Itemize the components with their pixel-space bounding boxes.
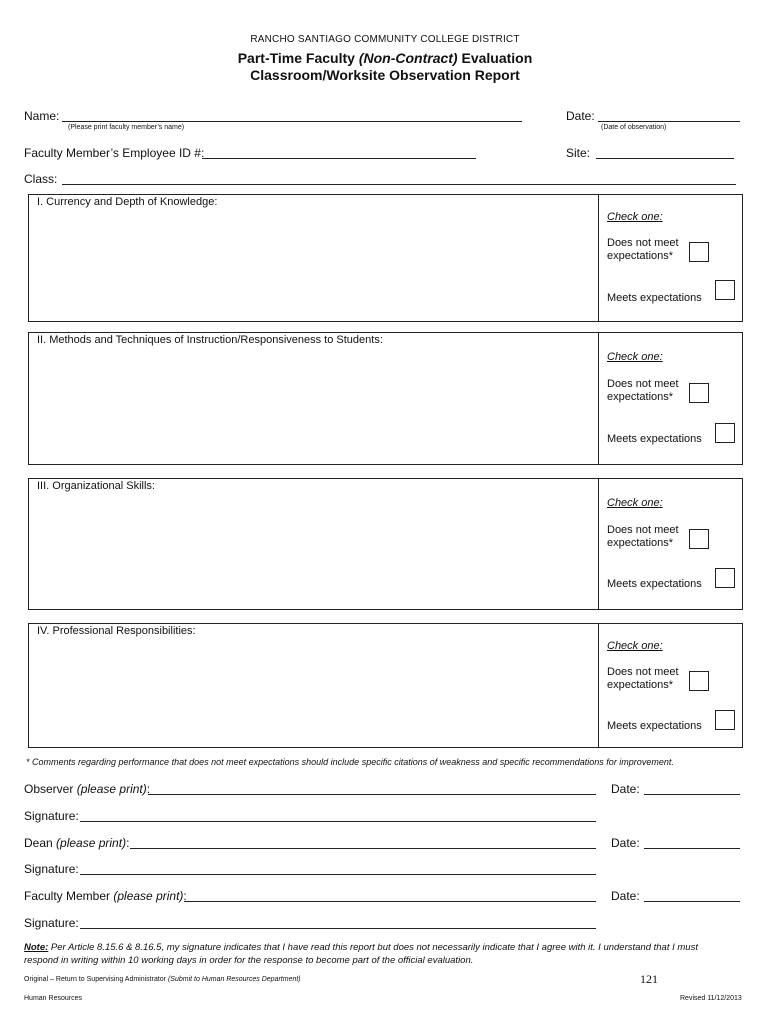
checkbox-meets[interactable] — [715, 568, 735, 588]
form-title: Part-Time Faculty (Non-Contract) Evaluation — [237, 50, 533, 66]
check-one-label: Check one: — [607, 497, 663, 509]
section-methods-instruction — [28, 332, 743, 465]
check-one-label: Check one: — [607, 351, 663, 363]
observer-signature-label: Signature: — [24, 809, 79, 823]
site-field[interactable] — [596, 158, 734, 159]
acknowledgement-note: Note: Per Article 8.15.6 & 8.16.5, my signature indicates that I have read this report but does not necessarily indicate that I agree with it. I understand that I must — [24, 942, 698, 953]
footer-hr: Human Resources — [24, 995, 82, 1002]
faculty-date-label: Date: — [611, 889, 640, 903]
section-currency-knowledge — [28, 194, 743, 322]
faculty-member-label: Faculty Member (please print): — [24, 889, 187, 903]
page-number: 121 — [640, 972, 658, 986]
option-not-meet-label: Does not meet expectations* — [607, 237, 679, 262]
option-not-meet-label: Does not meet expectations* — [607, 666, 679, 691]
name-hint: (Please print faculty member’s name) — [68, 124, 185, 131]
dean-date-label: Date: — [611, 836, 640, 850]
section-title: II. Methods and Techniques of Instruction/Responsiveness to Students: — [37, 334, 383, 346]
dean-field[interactable] — [130, 848, 596, 849]
section-divider — [598, 624, 599, 747]
section-title: I. Currency and Depth of Knowledge: — [37, 196, 218, 208]
class-label: Class: — [24, 172, 58, 186]
check-one-label: Check one: — [607, 211, 663, 223]
faculty-date-field[interactable] — [644, 901, 740, 902]
dean-signature-label: Signature: — [24, 862, 79, 876]
dean-date-field[interactable] — [644, 848, 740, 849]
option-not-meet-label: Does not meet expectations* — [607, 378, 679, 403]
form-subtitle: Classroom/Worksite Observation Report — [250, 67, 520, 83]
option-meets-label: Meets expectations — [607, 578, 702, 590]
faculty-signature-field[interactable] — [80, 928, 596, 929]
faculty-signature-label: Signature: — [24, 916, 79, 930]
option-not-meet-label: Does not meet expectations* — [607, 524, 679, 549]
option-meets-label: Meets expectations — [607, 720, 702, 732]
checkbox-meets[interactable] — [715, 423, 735, 443]
employee-id-label: Faculty Member’s Employee ID #: — [24, 146, 205, 160]
site-label: Site: — [566, 146, 591, 160]
checkbox-not-meet[interactable] — [689, 529, 709, 549]
observer-label: Observer (please print): — [24, 782, 151, 796]
checkbox-not-meet[interactable] — [689, 383, 709, 403]
check-one-label: Check one: — [607, 640, 663, 652]
observer-date-field[interactable] — [644, 794, 740, 795]
option-meets-label: Meets expectations — [607, 292, 702, 304]
section-organizational-skills — [28, 478, 743, 610]
checkbox-not-meet[interactable] — [689, 671, 709, 691]
faculty-member-field[interactable] — [184, 901, 596, 902]
section-divider — [598, 333, 599, 464]
section-title: IV. Professional Responsibilities: — [37, 625, 196, 637]
checkbox-not-meet[interactable] — [689, 242, 709, 262]
name-field[interactable] — [62, 121, 522, 122]
observer-signature-field[interactable] — [80, 821, 596, 822]
dean-signature-field[interactable] — [80, 874, 596, 875]
acknowledgement-note-cont: respond in writing within 10 working days in order for the response to become part of the official evaluation. — [24, 955, 474, 966]
employee-id-field[interactable] — [202, 158, 476, 159]
observer-field[interactable] — [148, 794, 596, 795]
checkbox-meets[interactable] — [715, 280, 735, 300]
checkbox-meets[interactable] — [715, 710, 735, 730]
footer-original: Original – Return to Supervising Administrator (Submit to Human Resources Department) — [24, 976, 301, 983]
comments-note: * Comments regarding performance that does not meet expectations should include specific citations of weakness and specific recommendations for improvement. — [26, 757, 674, 767]
name-label: Name: — [24, 109, 60, 123]
date-field[interactable] — [598, 121, 740, 122]
footer-revised: Revised 11/12/2013 — [680, 995, 742, 1002]
section-divider — [598, 479, 599, 609]
date-hint: (Date of observation) — [601, 124, 667, 131]
section-professional-responsibilities — [28, 623, 743, 748]
observer-date-label: Date: — [611, 782, 640, 796]
district-name: RANCHO SANTIAGO COMMUNITY COLLEGE DISTRICT — [250, 34, 520, 45]
date-label: Date: — [566, 109, 595, 123]
section-title: III. Organizational Skills: — [37, 480, 155, 492]
option-meets-label: Meets expectations — [607, 433, 702, 445]
dean-label: Dean (please print): — [24, 836, 130, 850]
class-field[interactable] — [62, 184, 736, 185]
section-divider — [598, 195, 599, 321]
